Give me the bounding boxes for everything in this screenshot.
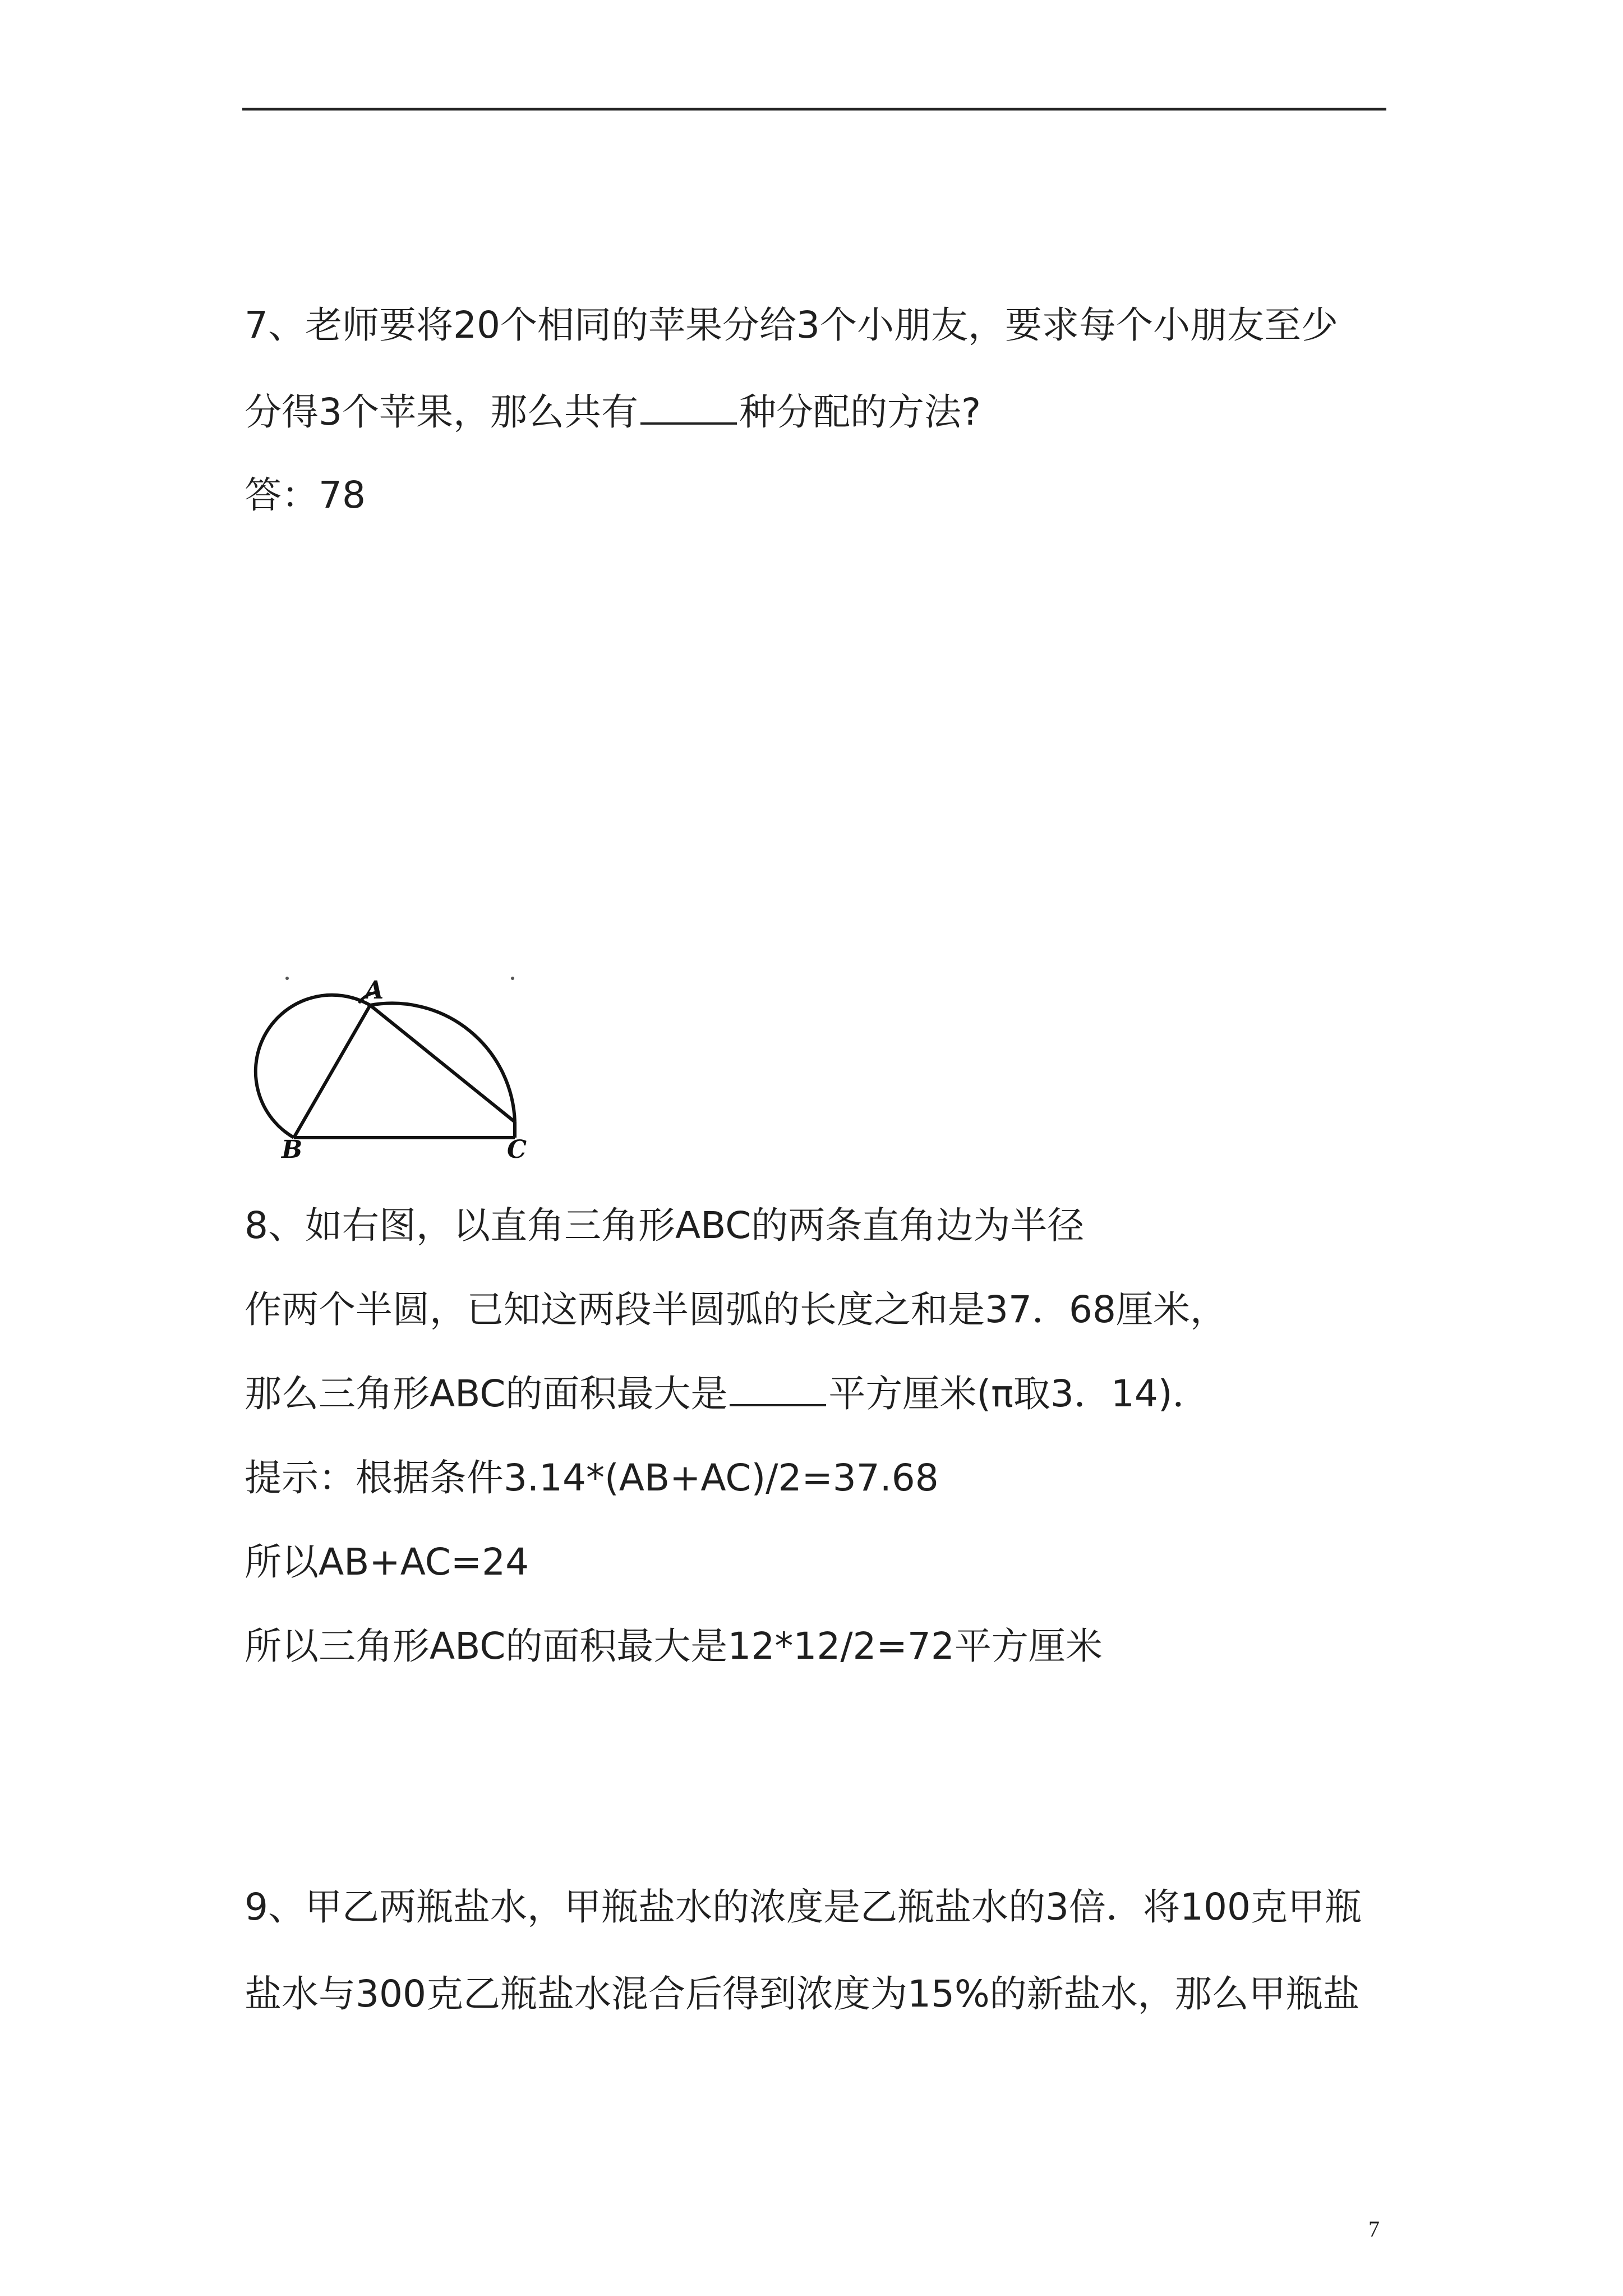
q9-line-1: 9、甲乙两瓶盐水，甲瓶盐水的浓度是乙瓶盐水的3倍．将100克甲瓶 [245, 1885, 1362, 1929]
side-ab [294, 1005, 370, 1138]
header-rule [242, 108, 1386, 111]
semicircle-ab [256, 995, 370, 1138]
q8-hint-3: 所以三角形ABC的面积最大是12*12/2=72平方厘米 [245, 1625, 1103, 1668]
q8-answer-blank [730, 1398, 826, 1406]
q8-line-2: 作两个半圆，已知这两段半圆弧的长度之和是37．68厘米， [245, 1288, 1227, 1331]
q9-line-2: 盐水与300克乙瓶盐水混合后得到浓度为15%的新盐水，那么甲瓶盐 [245, 1972, 1360, 2016]
q7-line-1: 7、老师要将20个相同的苹果分给3个小朋友，要求每个小朋友至少 [245, 303, 1338, 347]
q8-geometry-figure [247, 969, 538, 1160]
q7-line-2-end: 种分配的方法? [739, 390, 981, 434]
q8-hint-2: 所以AB+AC=24 [245, 1540, 529, 1584]
q7-answer: 答：78 [245, 473, 366, 517]
page-number: 7 [1368, 2216, 1380, 2242]
q8-line-3-start: 那么三角形ABC的面积最大是 [245, 1372, 728, 1415]
semicircles-triangle-diagram [247, 969, 538, 1160]
label-a: A [365, 976, 384, 1005]
side-ac [370, 1005, 515, 1122]
speck-right [511, 977, 514, 980]
label-b: B [282, 1135, 303, 1160]
q8-hint-1: 提示：根据条件3.14*(AB+AC)/2=37.68 [245, 1456, 939, 1499]
label-c: C [507, 1135, 527, 1160]
q7-answer-blank [640, 417, 737, 425]
q8-line-1: 8、如右图，以直角三角形ABC的两条直角边为半径 [245, 1204, 1085, 1247]
q8-line-3-end: 平方厘米(π取3．14)． [828, 1372, 1210, 1415]
q7-line-2 [245, 387, 981, 438]
q8-line-3 [245, 1369, 1210, 1419]
q7-line-2-start: 分得3个苹果，那么共有 [245, 390, 638, 434]
speck-left [285, 977, 289, 980]
